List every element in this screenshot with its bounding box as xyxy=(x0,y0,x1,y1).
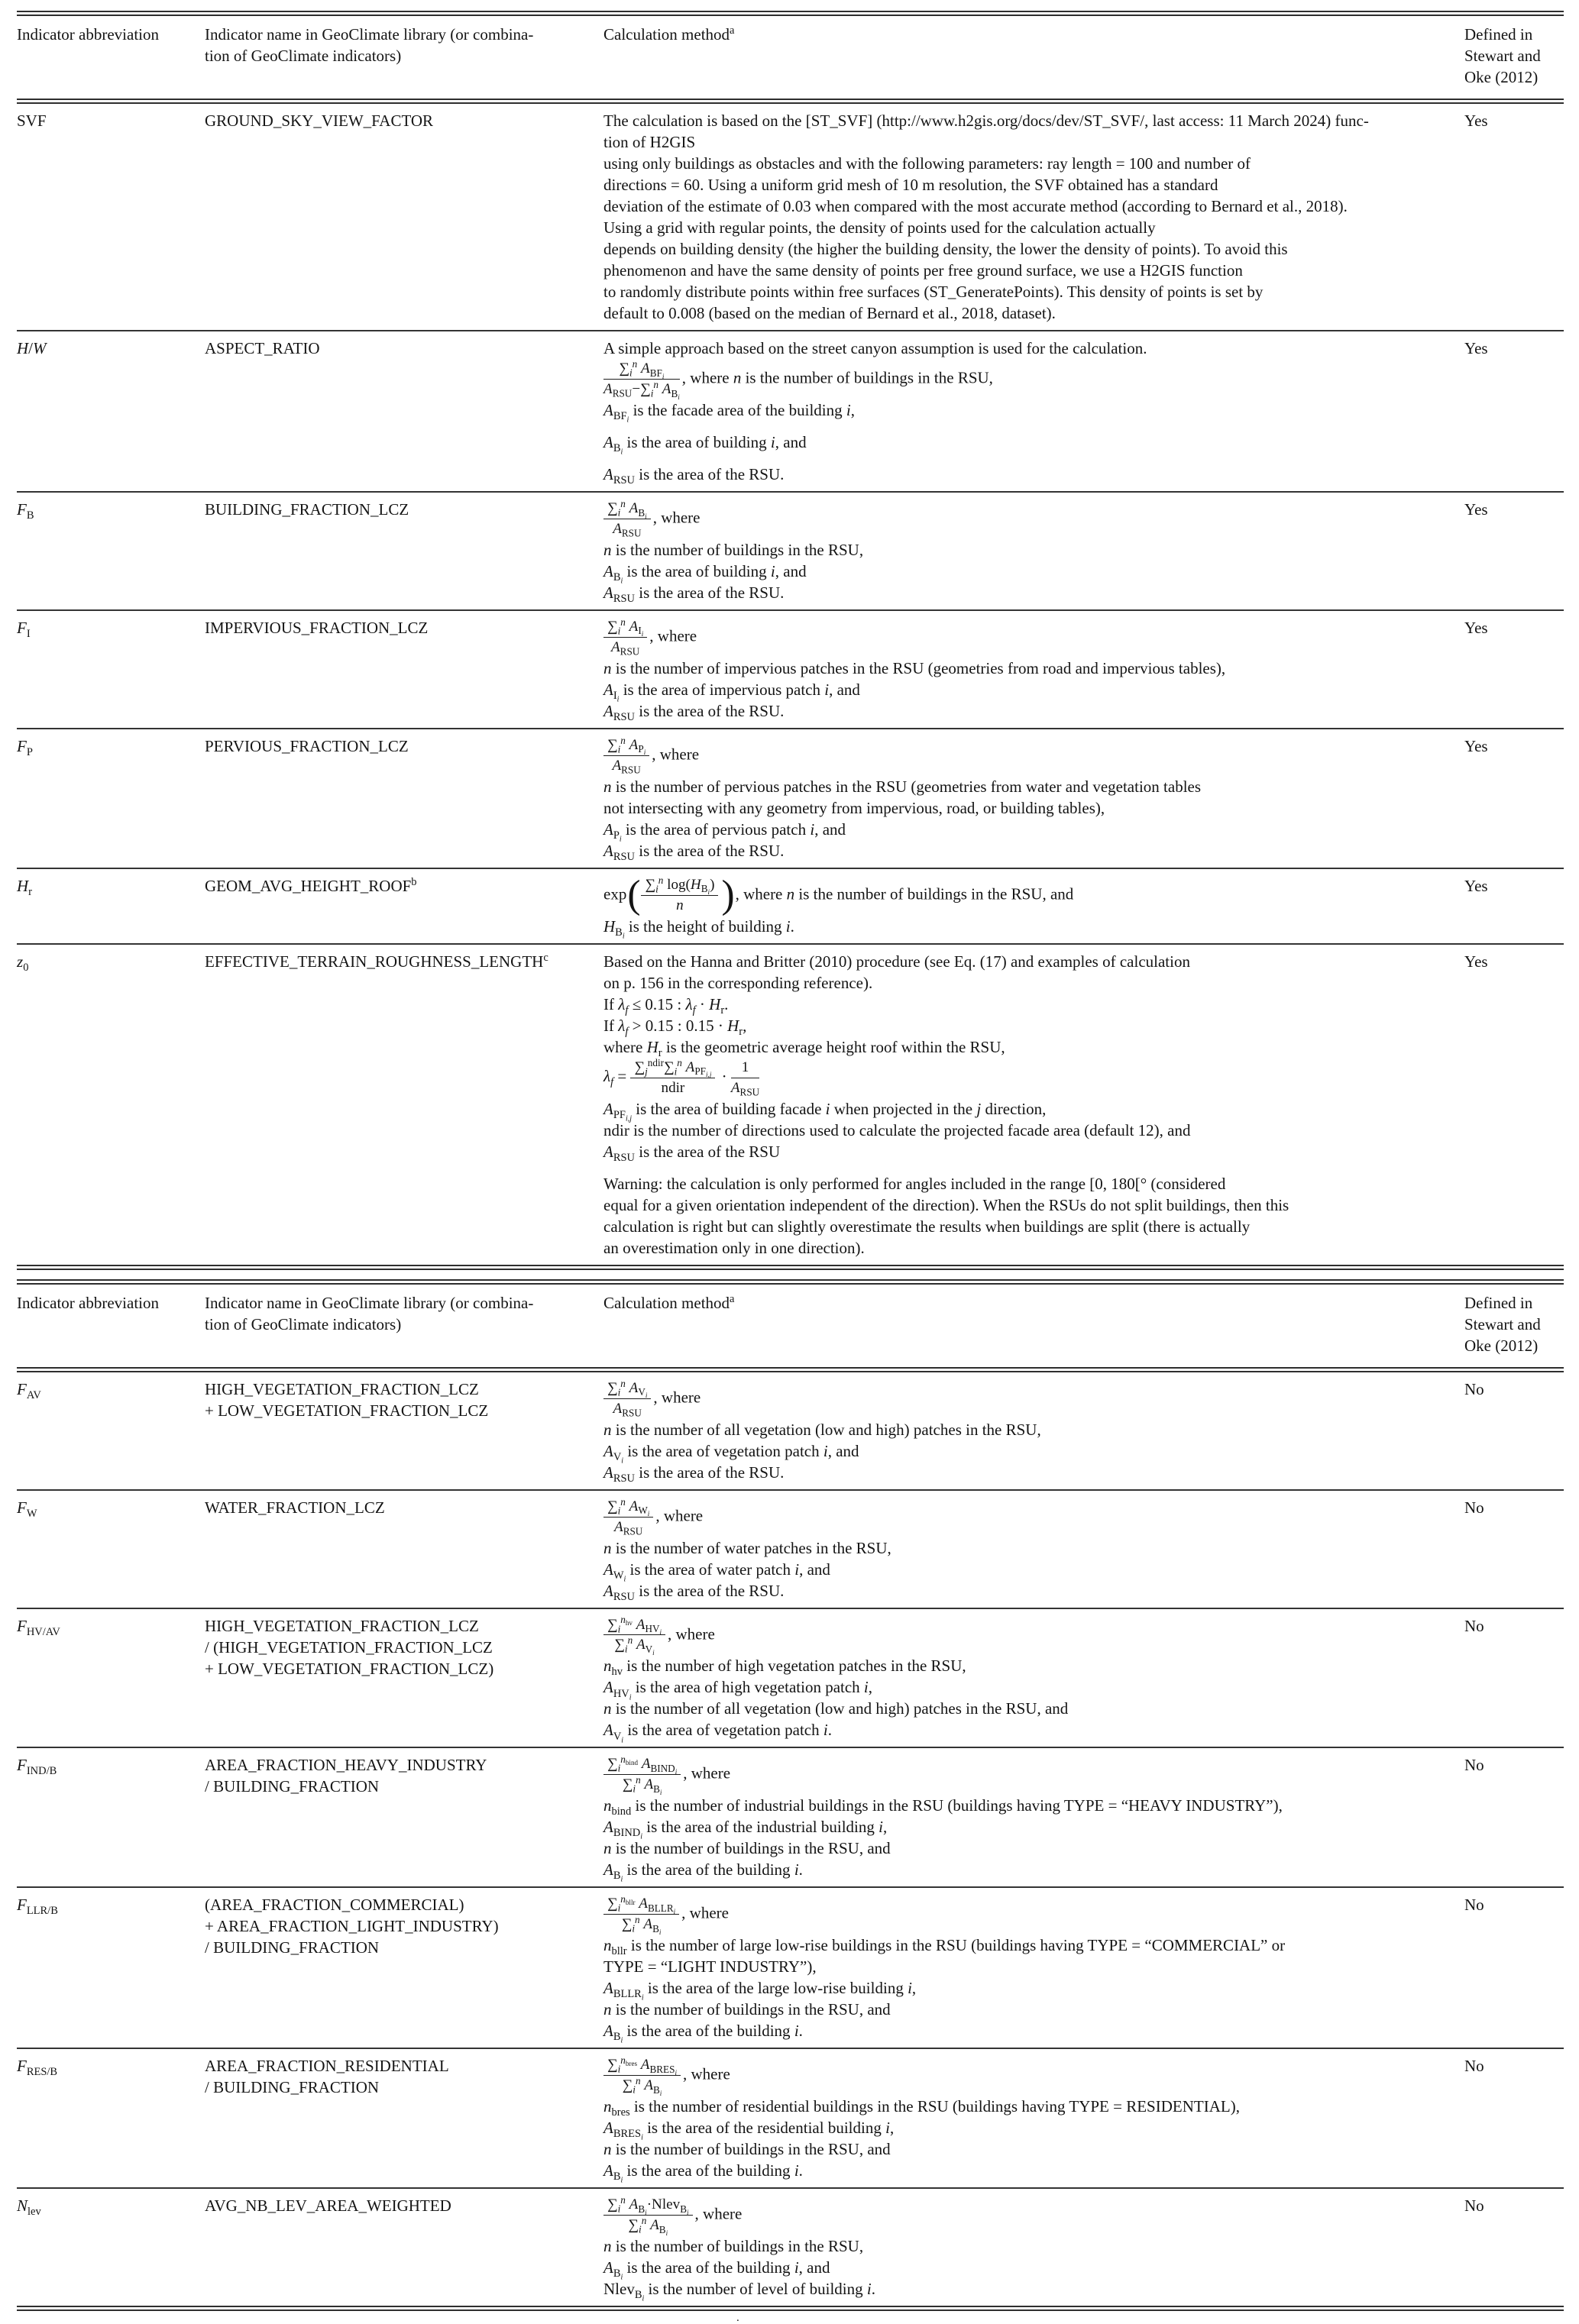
indicator-abbreviation: $F_W$ xyxy=(17,1498,37,1520)
calculation-line: phenomenon and have the same density of points per free ground surface, we use a H2GIS function xyxy=(603,261,1243,280)
header-defined-in xyxy=(1464,1292,1564,1356)
indicator-abbreviation: $F_{IND/B}$ xyxy=(17,1756,57,1778)
calculation-line: where $H_r$ is the geometric average height roof within the RSU, xyxy=(603,1037,1005,1059)
calculation-line: $n_{bres}$ is the number of residential buildings in the RSU (buildings having TYPE = RESIDENTIAL), xyxy=(603,2097,1240,2119)
calculation-method xyxy=(603,873,1464,941)
fraction: $\frac{\sum_i^{n_{bllr}} A_{BLLR_i}}{\sum_i^n A_{B_i}}$ xyxy=(603,1896,679,1933)
calculation-method xyxy=(603,338,1464,485)
calculation-line: $\frac{\sum_i^n A_{B_i}}{A_{RSU}}$ , where xyxy=(603,499,1452,539)
defined-in-value: No xyxy=(1464,1896,1484,1915)
calculation-line: $\frac{\sum_i^n A_{P_i}}{A_{RSU}}$ , where xyxy=(603,735,1452,776)
fraction: $\frac{\sum_i^n A_{P_i}}{A_{RSU}}$ xyxy=(603,737,649,774)
indicator-abbreviation: $N_{lev}$ xyxy=(17,2196,41,2219)
calculation-line: $A_{HV_i}$ is the area of high vegetation patch i, xyxy=(603,1678,873,1702)
calculation-line: $A_{RSU}$ is the area of the RSU. xyxy=(603,841,785,863)
calculation-line: not intersecting with any geometry from impervious, road, or building tables), xyxy=(603,798,1105,817)
calculation-line: $n_{hv}$ is the number of high vegetation patches in the RSU, xyxy=(603,1657,966,1679)
indicator-name-line: WATER_FRACTION_LCZ xyxy=(205,1498,385,1517)
calculation-line: $n_{bllr}$ is the number of large low-rise buildings in the RSU (buildings having TYPE = “COMMERCIAL” or xyxy=(603,1936,1286,1958)
header-line: tion of GeoClimate indicators) xyxy=(205,47,402,65)
indicator-abbreviation: $F_{RES/B}$ xyxy=(17,2057,58,2079)
calculation-line: directions = 60. Using a uniform grid mesh of 10 m resolution, the SVF obtained has a standard xyxy=(603,176,1218,194)
defined-in-value: Yes xyxy=(1464,736,1488,755)
calculation-line: Using a grid with regular points, the density of points used for the calculation actually xyxy=(603,218,1156,237)
table-bottom-rule xyxy=(17,2306,1564,2311)
table-row xyxy=(17,609,1564,728)
indicator-name xyxy=(205,735,603,861)
calculation-line: calculation is right but can slightly overestimate the results when buildings are split (there is actually xyxy=(603,1217,1251,1236)
calculation-line: on p. 156 in the corresponding reference). xyxy=(603,973,873,992)
calculation-line: default to 0.008 (based on the median of Bernard et al., 2018, dataset). xyxy=(603,304,1056,322)
indicator-abbreviation: SVF xyxy=(17,112,47,130)
calculation-line: A simple approach based on the street canyon assumption is used for the calculation. xyxy=(603,339,1147,357)
table-row xyxy=(17,1747,1564,1886)
table-top-rule xyxy=(17,11,1564,16)
calculation-method xyxy=(603,499,1464,603)
indicator-abbreviation: $F_{AV}$ xyxy=(17,1379,41,1401)
calculation-line: $A_{I_i}$ is the area of impervious patch i, and xyxy=(603,680,860,704)
indicator-abbreviation: $F_{LLR/B}$ xyxy=(17,1896,58,1918)
header-line: tion of GeoClimate indicators) xyxy=(205,1314,402,1333)
indicator-name-line: ASPECT_RATIO xyxy=(205,339,320,357)
calculation-line: $A_{B_i}$ is the area of the building i. xyxy=(603,1860,803,1884)
calculation-line: n is the number of buildings in the RSU, xyxy=(603,540,864,559)
indicator-name xyxy=(205,951,603,1259)
calculation-line: $\frac{\sum_i^{n_{bllr}} A_{BLLR_i}}{\sum_i^n A_{B_i}}$ , where xyxy=(603,1894,1452,1935)
calculation-line: Based on the Hanna and Britter (2010) procedure (see Eq. (17) and examples of calculation xyxy=(603,952,1190,971)
calculation-method xyxy=(603,1614,1464,1744)
table-row xyxy=(17,2048,1564,2187)
defined-in-value: Yes xyxy=(1464,499,1488,519)
indicator-abbreviation: $z_0$ xyxy=(17,952,29,974)
calculation-line: $\lambda_f$ = $\frac{\sum_j^{ndir}\sum_i^n A_{PF_{i,j}}}{\text{ndir}}$ · $\frac{1}{A_{RSU}}$ xyxy=(603,1056,760,1098)
table-part-1 xyxy=(17,11,1564,1270)
table-row xyxy=(17,1489,1564,1608)
calculation-line: tion of H2GIS xyxy=(603,133,696,151)
fraction: $\frac{\sum_i^{n_{bind}} A_{BIND_i}}{\sum_i^n A_{B_i}}$ xyxy=(603,1756,681,1793)
indicator-name xyxy=(205,110,603,324)
defined-in-value: Yes xyxy=(1464,876,1488,895)
big-parenthesis: ( xyxy=(627,873,641,917)
calculation-line: $A_{RSU}$ is the area of the RSU. xyxy=(603,701,785,723)
indicator-name xyxy=(205,1754,603,1880)
indicator-name-line: PERVIOUS_FRACTION_LCZ xyxy=(205,736,409,755)
calculation-line: $A_{BLLR_i}$ is the area of the large low-rise building i, xyxy=(603,1979,917,2002)
indicator-name xyxy=(205,1615,603,1741)
indicator-name-line: + LOW_VEGETATION_FRACTION_LCZ) xyxy=(205,1659,494,1678)
table-header xyxy=(17,1285,1564,1367)
header-calculation-method: Calculation method$^a$ xyxy=(603,1292,735,1312)
table-row xyxy=(17,104,1564,330)
calculation-method xyxy=(603,2194,1464,2303)
indicator-name xyxy=(205,617,603,722)
calculation-method xyxy=(603,617,1464,722)
indicator-name xyxy=(205,1379,603,1483)
table-row xyxy=(17,943,1564,1265)
calculation-line: an overestimation only in one direction). xyxy=(603,1238,865,1257)
calculation-method xyxy=(603,1497,1464,1602)
calculation-line: $\frac{\sum_i^{n_{bind}} A_{BIND_i}}{\sum_i^n A_{B_i}}$ , where xyxy=(603,1754,1452,1795)
calculation-line: $A_{V_i}$ is the area of vegetation patch i. xyxy=(603,1721,832,1744)
indicator-name-line: BUILDING_FRACTION_LCZ xyxy=(205,499,409,519)
defined-in-value: No xyxy=(1464,2057,1484,2076)
indicator-name-line: GEOM_AVG_HEIGHT_ROOF$^b$ xyxy=(205,875,417,895)
header-line: Defined in xyxy=(1464,25,1533,44)
calculation-line: $A_{RSU}$ is the area of the RSU. xyxy=(603,1463,785,1485)
calculation-line: $A_{BRES_i}$ is the area of the residential building i, xyxy=(603,2119,895,2142)
calculation-line: $A_{RSU}$ is the area of the RSU. xyxy=(603,1581,785,1603)
header-indicator-abbreviation: Indicator abbreviation xyxy=(17,25,160,44)
indicator-abbreviation: $F_B$ xyxy=(17,499,34,522)
calculation-line: $H_{B_i}$ is the height of building i. xyxy=(603,916,794,941)
indicator-name xyxy=(205,499,603,603)
defined-in-value: Yes xyxy=(1464,618,1488,637)
fraction: $\frac{\sum_i^n A_{BF_i}}{A_{RSU}-\sum_i^n A_{B_i}}$ xyxy=(603,357,680,401)
indicator-name-line: IMPERVIOUS_FRACTION_LCZ xyxy=(205,618,429,637)
calculation-line: n is the number of buildings in the RSU, xyxy=(603,2237,864,2256)
calculation-line: $A_{P_i}$ is the area of pervious patch i, and xyxy=(603,819,846,844)
calculation-line: If $\lambda_f > 0.15$ : $0.15 \cdot H_r$, xyxy=(603,1016,747,1038)
calculation-method xyxy=(603,1379,1464,1483)
calculation-line: Nlev$_{B_i}$ is the number of level of building i. xyxy=(603,2280,875,2303)
defined-in-value: Yes xyxy=(1464,339,1488,357)
fraction: $\frac{\sum_i^n A_{B_i}}{A_{RSU}}$ xyxy=(603,500,651,538)
calculation-method xyxy=(603,1754,1464,1884)
calculation-line: $A_{BIND_i}$ is the area of the industrial building i, xyxy=(603,1818,888,1841)
header-indicator-name xyxy=(205,24,603,88)
indicator-abbreviation: $F_{HV/AV}$ xyxy=(17,1616,60,1638)
header-separator-rule xyxy=(17,99,1564,104)
calculation-line: $\frac{\sum_i^n A_{BF_i}}{A_{RSU}-\sum_i^n A_{B_i}}$ , where n is the number of buildings in the RSU, xyxy=(603,357,993,401)
indicator-name-line: / BUILDING_FRACTION xyxy=(205,2078,380,2097)
header-line: Stewart and xyxy=(1464,47,1541,65)
indicator-abbreviation: $F_P$ xyxy=(17,736,33,758)
table-row xyxy=(17,1608,1564,1747)
calculation-method xyxy=(603,1893,1464,2045)
calculation-line: n is the number of buildings in the RSU, and xyxy=(603,2140,891,2159)
indicator-name-line: GROUND_SKY_VIEW_FACTOR xyxy=(205,112,434,130)
fraction: $\frac{\sum_i^n A_{B_i}\cdot Nlev_{B_i}}{\sum_i^n A_{B_i}}$ xyxy=(603,2196,693,2234)
calculation-line: $A_{V_i}$ is the area of vegetation patch i, and xyxy=(603,1441,859,1466)
header-line: Defined in xyxy=(1464,1293,1533,1312)
calculation-line: $A_{RSU}$ is the area of the RSU. xyxy=(603,583,785,605)
calculation-line: exp( $\frac{\sum_i^n \log(H_{B_i})}{n}$ ), where n is the number of buildings in the RSU, and xyxy=(603,873,1074,917)
indicator-name-line: / BUILDING_FRACTION xyxy=(205,1777,380,1796)
calculation-line: n is the number of all vegetation (low and high) patches in the RSU, and xyxy=(603,1699,1069,1718)
calculation-line: ndir is the number of directions used to calculate the projected facade area (default 12), and xyxy=(603,1120,1191,1139)
calculation-line: Warning: the calculation is only performed for angles included in the range [0, 180[° (considered xyxy=(603,1174,1226,1193)
table-row xyxy=(17,1372,1564,1489)
indicator-name xyxy=(205,1894,603,2041)
calculation-method xyxy=(603,2054,1464,2185)
table-body xyxy=(17,1372,1564,2306)
calculation-line: n is the number of water patches in the RSU, xyxy=(603,1538,891,1557)
header-line: Stewart and xyxy=(1464,1314,1541,1333)
header-indicator-abbreviation: Indicator abbreviation xyxy=(17,1293,160,1312)
table-row xyxy=(17,330,1564,491)
fraction: $\frac{\sum_i^{n_{bres}} A_{BRES_i}}{\sum_i^n A_{B_i}}$ xyxy=(603,2057,681,2094)
calculation-method xyxy=(603,951,1464,1259)
header-defined-in xyxy=(1464,24,1564,88)
table-body xyxy=(17,104,1564,1265)
indicator-name xyxy=(205,875,603,937)
header-separator-rule xyxy=(17,1367,1564,1372)
calculation-line: $A_{B_i}$ is the area of the building i, and xyxy=(603,2258,830,2282)
calculation-line: n is the number of all vegetation (low and high) patches in the RSU, xyxy=(603,1420,1041,1439)
table-row xyxy=(17,2187,1564,2306)
calculation-line: deviation of the estimate of 0.03 when compared with the most accurate method (according to Bernard et al., 2018). xyxy=(603,197,1348,215)
indicator-name-line: HIGH_VEGETATION_FRACTION_LCZ xyxy=(205,1616,479,1635)
table-row xyxy=(17,728,1564,868)
fraction: $\frac{\sum_i^n A_{W_i}}{A_{RSU}}$ xyxy=(603,1498,653,1536)
calculation-line: n is the number of buildings in the RSU, and xyxy=(603,2000,891,2019)
calculation-line: equal for a given orientation independent of the direction). When the RSUs do not split buildings, then this xyxy=(603,1195,1289,1214)
calculation-line: $\frac{\sum_i^{n_{bres}} A_{BRES_i}}{\sum_i^n A_{B_i}}$ , where xyxy=(603,2055,1452,2096)
calculation-line xyxy=(603,421,1452,432)
header-indicator-name xyxy=(205,1292,603,1356)
indicator-name-line: AREA_FRACTION_HEAVY_INDUSTRY xyxy=(205,1756,487,1775)
fraction: $\frac{\sum_i^n A_{I_i}}{A_{RSU}}$ xyxy=(603,619,647,656)
header-calculation-method: Calculation method$^a$ xyxy=(603,24,735,44)
fraction: $\frac{\sum_i^{n_{hv}} A_{HV_i}}{\sum_i^n A_{V_i}}$ xyxy=(603,1617,665,1654)
indicator-name-line: + AREA_FRACTION_LIGHT_INDUSTRY) xyxy=(205,1917,499,1936)
fraction: $\frac{\sum_i^n \log(H_{B_i})}{n}$ xyxy=(641,877,718,914)
calculation-method xyxy=(603,110,1464,324)
calculation-line xyxy=(603,453,1452,464)
big-parenthesis: ) xyxy=(721,873,735,917)
calculation-line: $\frac{\sum_i^{n_{hv}} A_{HV_i}}{\sum_i^n A_{V_i}}$ , where xyxy=(603,1615,1452,1656)
indicator-name xyxy=(205,2195,603,2300)
calculation-line: TYPE = “LIGHT INDUSTRY”), xyxy=(603,1957,817,1977)
table-row xyxy=(17,491,1564,609)
calculation-line: $n_{bind}$ is the number of industrial buildings in the RSU (buildings having TYPE = “HEAVY INDUSTRY”), xyxy=(603,1796,1283,1818)
indicator-name-line: AREA_FRACTION_RESIDENTIAL xyxy=(205,2057,449,2076)
calculation-line: $A_{W_i}$ is the area of water patch i, and xyxy=(603,1560,830,1584)
indicator-name-line: EFFECTIVE_TERRAIN_ROUGHNESS_LENGTH$^c$ xyxy=(205,951,548,971)
fraction: $\frac{\sum_j^{ndir}\sum_i^n A_{PF_{i,j}}}{\text{ndir}}$ xyxy=(630,1059,715,1097)
table-bottom-rule xyxy=(17,1265,1564,1270)
calculation-line: $\frac{\sum_i^n A_{I_i}}{A_{RSU}}$ , where xyxy=(603,617,1452,658)
indicator-name-line: / BUILDING_FRACTION xyxy=(205,1938,380,1957)
defined-in-value: No xyxy=(1464,1498,1484,1517)
table-row xyxy=(17,1886,1564,2048)
indicator-name-line: AVG_NB_LEV_AREA_WEIGHTED xyxy=(205,2196,451,2216)
table-header xyxy=(17,16,1564,99)
calculation-line: $A_{B_i}$ is the area of building i, and xyxy=(603,432,807,457)
calculation-line: $A_{RSU}$ is the area of the RSU xyxy=(603,1142,781,1164)
calculation-line: The calculation is based on the [ST_SVF] (http://www.h2gis.org/docs/dev/ST_SVF/, last access: 11 March 2024) func- xyxy=(603,112,1369,130)
indicator-name-line: / (HIGH_VEGETATION_FRACTION_LCZ xyxy=(205,1637,493,1657)
calculation-line: using only buildings as obstacles and with the following parameters: ray length = 100 and number of xyxy=(603,154,1251,173)
indicator-name xyxy=(205,338,603,485)
calculation-line: $\frac{\sum_i^n A_{V_i}}{A_{RSU}}$ , where xyxy=(603,1379,1452,1419)
header-line: Indicator name in GeoClimate library (or combina- xyxy=(205,25,534,44)
table-part-2 xyxy=(17,1279,1564,2312)
calculation-line: $A_{B_i}$ is the area of the building i. xyxy=(603,2022,803,2045)
calculation-line: $\frac{\sum_i^n A_{W_i}}{A_{RSU}}$ , where xyxy=(603,1497,1452,1537)
calculation-line: If $\lambda_f \le 0.15$ : $\lambda_f \cdot H_r$. xyxy=(603,994,729,1017)
table-row xyxy=(17,868,1564,943)
header-line: Oke (2012) xyxy=(1464,1336,1539,1355)
calculation-line: depends on building density (the higher the building density, the lower the density of points). To avoid this xyxy=(603,240,1288,258)
calculation-method xyxy=(603,735,1464,861)
calculation-line xyxy=(603,1162,1452,1173)
indicator-abbreviation: $H_r$ xyxy=(17,876,32,898)
calculation-line: to randomly distribute points within free surfaces (ST_GeneratePoints). This density of points is set by xyxy=(603,283,1264,301)
indicator-name-line: HIGH_VEGETATION_FRACTION_LCZ xyxy=(205,1379,479,1398)
defined-in-value: Yes xyxy=(1464,952,1488,971)
defined-in-value: No xyxy=(1464,2196,1484,2216)
table-top-rule xyxy=(17,1279,1564,1285)
calculation-line: $\frac{\sum_i^n A_{B_i}\cdot Nlev_{B_i}}{\sum_i^n A_{B_i}}$ , where xyxy=(603,2195,1452,2235)
defined-in-value: No xyxy=(1464,1616,1484,1635)
calculation-line: $A_{B_i}$ is the area of building i, and xyxy=(603,561,807,586)
defined-in-value: Yes xyxy=(1464,112,1488,130)
indicator-name xyxy=(205,1497,603,1602)
calculation-line: n is the number of buildings in the RSU, and xyxy=(603,1839,891,1858)
indicator-abbreviation: H/W xyxy=(17,339,47,357)
defined-in-value: No xyxy=(1464,1379,1484,1398)
fraction: $\frac{1}{A_{RSU}}$ xyxy=(730,1059,760,1098)
calculation-line: $A_{BF_i}$ is the facade area of the building i, xyxy=(603,400,855,425)
footnote-fragment: . xyxy=(736,2312,739,2324)
fraction: $\frac{\sum_i^n A_{V_i}}{A_{RSU}}$ xyxy=(603,1380,651,1417)
calculation-line: $A_{PF_{i,j}}$ is the area of building facade i when projected in the j direction, xyxy=(603,1099,1047,1123)
indicator-name-line: + LOW_VEGETATION_FRACTION_LCZ xyxy=(205,1401,489,1420)
calculation-line: $A_{B_i}$ is the area of the building i. xyxy=(603,2161,803,2185)
calculation-line: n is the number of pervious patches in the RSU (geometries from water and vegetation tables xyxy=(603,777,1202,796)
header-line: Oke (2012) xyxy=(1464,68,1539,86)
calculation-line: $A_{RSU}$ is the area of the RSU. xyxy=(603,464,785,486)
calculation-line: n is the number of impervious patches in the RSU (geometries from road and impervious tables), xyxy=(603,658,1226,677)
indicator-name-line: (AREA_FRACTION_COMMERCIAL) xyxy=(205,1896,464,1915)
indicator-name xyxy=(205,2055,603,2181)
indicator-abbreviation: $F_I$ xyxy=(17,618,31,640)
defined-in-value: No xyxy=(1464,1756,1484,1775)
header-line: Indicator name in GeoClimate library (or combina- xyxy=(205,1293,534,1312)
